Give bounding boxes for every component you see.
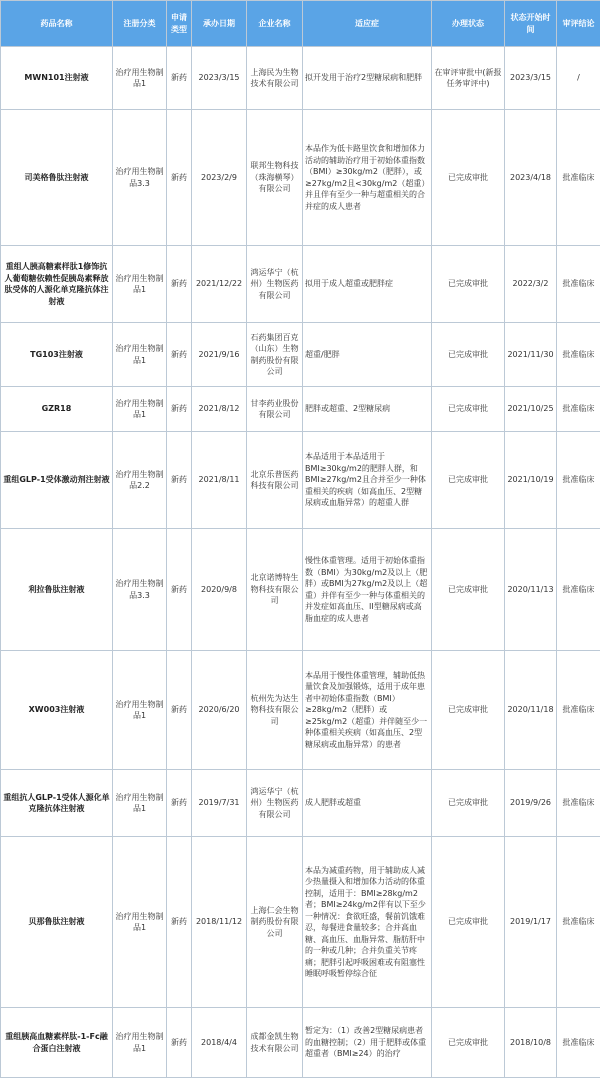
accept-date: 2020/9/8 bbox=[192, 529, 247, 651]
status: 已完成审批 bbox=[432, 770, 505, 837]
company: 上海民为生物技术有限公司 bbox=[247, 47, 303, 110]
company: 鸿运华宁（杭州）生物医药有限公司 bbox=[247, 246, 303, 323]
drug-name: 司美格鲁肽注射液 bbox=[1, 110, 113, 246]
indication: 拟用于成人超重或肥胖症 bbox=[303, 246, 432, 323]
status-date: 2022/3/2 bbox=[505, 246, 557, 323]
indication: 成人肥胖或超重 bbox=[303, 770, 432, 837]
conclusion: 批准临床 bbox=[557, 432, 600, 529]
application-type: 新药 bbox=[167, 432, 192, 529]
drug-name: 利拉鲁肽注射液 bbox=[1, 529, 113, 651]
header-company: 企业名称 bbox=[247, 1, 303, 47]
indication: 暂定为：（1）改善2型糖尿病患者的血糖控制；（2）用于肥胖或体重超重者（BMI≥24）的治疗 bbox=[303, 1008, 432, 1078]
header-status: 办理状态 bbox=[432, 1, 505, 47]
status: 已完成审批 bbox=[432, 323, 505, 387]
table-row bbox=[1, 47, 600, 110]
accept-date: 2021/12/22 bbox=[192, 246, 247, 323]
status: 已完成审批 bbox=[432, 246, 505, 323]
accept-date: 2018/4/4 bbox=[192, 1008, 247, 1078]
company: 联邦生物科技（珠海横琴）有限公司 bbox=[247, 110, 303, 246]
accept-date: 2023/3/15 bbox=[192, 47, 247, 110]
table-row bbox=[1, 529, 600, 651]
accept-date: 2019/7/31 bbox=[192, 770, 247, 837]
application-type: 新药 bbox=[167, 1008, 192, 1078]
conclusion: / bbox=[557, 47, 600, 110]
status-date: 2023/4/18 bbox=[505, 110, 557, 246]
status-date: 2019/1/17 bbox=[505, 837, 557, 1008]
table-header-row bbox=[1, 1, 600, 47]
indication: 本品为减重药物，用于辅助成人减少热量摄入和增加体力活动的体重控制，适用于：BMI≥28kg/m2者；BMI≥24kg/m2伴有以下至少一种情况：食欲旺盛，餐前饥饿难忍，每餐进食量较多；合并高血糖、高血压、血脂异常、脂肪肝中的一种或几种；合并负重关节疼痛；肥胖引起呼吸困难或有阻塞性睡眠呼吸暂停综合征 bbox=[303, 837, 432, 1008]
table-row bbox=[1, 1008, 600, 1078]
status-date: 2018/10/8 bbox=[505, 1008, 557, 1078]
status-date: 2020/11/18 bbox=[505, 651, 557, 770]
accept-date: 2021/9/16 bbox=[192, 323, 247, 387]
status: 已完成审批 bbox=[432, 529, 505, 651]
status: 已完成审批 bbox=[432, 651, 505, 770]
status: 已完成审批 bbox=[432, 1008, 505, 1078]
category: 治疗用生物制品1 bbox=[113, 1008, 167, 1078]
drug-name: TG103注射液 bbox=[1, 323, 113, 387]
application-type: 新药 bbox=[167, 246, 192, 323]
category: 治疗用生物制品1 bbox=[113, 47, 167, 110]
header-drug-name: 药品名称 bbox=[1, 1, 113, 47]
status-date: 2021/10/19 bbox=[505, 432, 557, 529]
drug-name: XW003注射液 bbox=[1, 651, 113, 770]
category: 治疗用生物制品1 bbox=[113, 323, 167, 387]
conclusion: 批准临床 bbox=[557, 387, 600, 432]
drug-name: 重组胰高血糖素样肽-1-Fc融合蛋白注射液 bbox=[1, 1008, 113, 1078]
indication: 本品用于慢性体重管理，辅助低热量饮食及加强锻炼，适用于成年患者中初始体重指数（BMI）≥28kg/m2（肥胖）或≥25kg/m2（超重）并伴随至少一种体重相关疾病（如高血压、2型糖尿病或血脂异常）的患者 bbox=[303, 651, 432, 770]
drug-name: 贝那鲁肽注射液 bbox=[1, 837, 113, 1008]
status-date: 2019/9/26 bbox=[505, 770, 557, 837]
indication: 肥胖或超重、2型糖尿病 bbox=[303, 387, 432, 432]
conclusion: 批准临床 bbox=[557, 1008, 600, 1078]
header-status-date: 状态开始时间 bbox=[505, 1, 557, 47]
table-row bbox=[1, 110, 600, 246]
drug-name: 重组GLP-1受体激动剂注射液 bbox=[1, 432, 113, 529]
category: 治疗用生物制品3.3 bbox=[113, 529, 167, 651]
conclusion: 批准临床 bbox=[557, 246, 600, 323]
drug-name: GZR18 bbox=[1, 387, 113, 432]
accept-date: 2020/6/20 bbox=[192, 651, 247, 770]
status: 在审评审批中(新报任务审评中) bbox=[432, 47, 505, 110]
header-category: 注册分类 bbox=[113, 1, 167, 47]
table-row bbox=[1, 246, 600, 323]
company: 成都金凯生物技术有限公司 bbox=[247, 1008, 303, 1078]
conclusion: 批准临床 bbox=[557, 110, 600, 246]
header-conclusion: 审评结论 bbox=[557, 1, 600, 47]
application-type: 新药 bbox=[167, 323, 192, 387]
accept-date: 2021/8/12 bbox=[192, 387, 247, 432]
table-row bbox=[1, 770, 600, 837]
accept-date: 2021/8/11 bbox=[192, 432, 247, 529]
conclusion: 批准临床 bbox=[557, 323, 600, 387]
status-date: 2020/11/13 bbox=[505, 529, 557, 651]
application-type: 新药 bbox=[167, 651, 192, 770]
category: 治疗用生物制品1 bbox=[113, 246, 167, 323]
category: 治疗用生物制品3.3 bbox=[113, 110, 167, 246]
application-type: 新药 bbox=[167, 47, 192, 110]
status: 已完成审批 bbox=[432, 387, 505, 432]
status-date: 2021/11/30 bbox=[505, 323, 557, 387]
company: 上海仁会生物制药股份有限公司 bbox=[247, 837, 303, 1008]
application-type: 新药 bbox=[167, 529, 192, 651]
application-type: 新药 bbox=[167, 837, 192, 1008]
company: 北京诺博特生物科技有限公司 bbox=[247, 529, 303, 651]
category: 治疗用生物制品1 bbox=[113, 770, 167, 837]
table-row bbox=[1, 651, 600, 770]
company: 石药集团百克（山东）生物制药股份有限公司 bbox=[247, 323, 303, 387]
conclusion: 批准临床 bbox=[557, 837, 600, 1008]
indication: 本品适用于本品适用于BMI≥30kg/m2的肥胖人群，和BMI≥27kg/m2且合并至少一种体重相关的疾病（如高血压、2型糖尿病或血脂异常）的超重人群 bbox=[303, 432, 432, 529]
status: 已完成审批 bbox=[432, 110, 505, 246]
table-row bbox=[1, 387, 600, 432]
category: 治疗用生物制品2.2 bbox=[113, 432, 167, 529]
application-type: 新药 bbox=[167, 387, 192, 432]
status-date: 2021/10/25 bbox=[505, 387, 557, 432]
indication: 本品作为低卡路里饮食和增加体力活动的辅助治疗用于初始体重指数（BMI）≥30kg/m2（肥胖），或≥27kg/m2且<30kg/m2（超重）并且伴有至少一种与超重相关的合并症的成人患者 bbox=[303, 110, 432, 246]
indication: 超重/肥胖 bbox=[303, 323, 432, 387]
drug-name: 重组抗人GLP-1受体人源化单克隆抗体注射液 bbox=[1, 770, 113, 837]
table-row bbox=[1, 837, 600, 1008]
application-type: 新药 bbox=[167, 770, 192, 837]
accept-date: 2018/11/12 bbox=[192, 837, 247, 1008]
header-accept-date: 承办日期 bbox=[192, 1, 247, 47]
header-indication: 适应症 bbox=[303, 1, 432, 47]
indication: 慢性体重管理。适用于初始体重指数（BMI）为30kg/m2及以上（肥胖）或BMI为27kg/m2及以上（超重）并伴有至少一种与体重相关的并发症如高血压、II型糖尿病或高脂血症的成人患者 bbox=[303, 529, 432, 651]
category: 治疗用生物制品1 bbox=[113, 387, 167, 432]
indication: 拟开发用于治疗2型糖尿病和肥胖 bbox=[303, 47, 432, 110]
accept-date: 2023/2/9 bbox=[192, 110, 247, 246]
conclusion: 批准临床 bbox=[557, 651, 600, 770]
application-type: 新药 bbox=[167, 110, 192, 246]
company: 北京乐普医药科技有限公司 bbox=[247, 432, 303, 529]
company: 杭州先为达生物科技有限公司 bbox=[247, 651, 303, 770]
drug-name: 重组人胰高糖素样肽1修饰抗人葡萄糖依赖性促胰岛素释放肽受体的人源化单克隆抗体注射液 bbox=[1, 246, 113, 323]
header-application-type: 申请类型 bbox=[167, 1, 192, 47]
status: 已完成审批 bbox=[432, 432, 505, 529]
table-row bbox=[1, 323, 600, 387]
table-row bbox=[1, 432, 600, 529]
category: 治疗用生物制品1 bbox=[113, 651, 167, 770]
company: 甘李药业股份有限公司 bbox=[247, 387, 303, 432]
conclusion: 批准临床 bbox=[557, 529, 600, 651]
company: 鸿运华宁（杭州）生物医药有限公司 bbox=[247, 770, 303, 837]
conclusion: 批准临床 bbox=[557, 770, 600, 837]
drug-name: MWN101注射液 bbox=[1, 47, 113, 110]
category: 治疗用生物制品1 bbox=[113, 837, 167, 1008]
status: 已完成审批 bbox=[432, 837, 505, 1008]
status-date: 2023/3/15 bbox=[505, 47, 557, 110]
